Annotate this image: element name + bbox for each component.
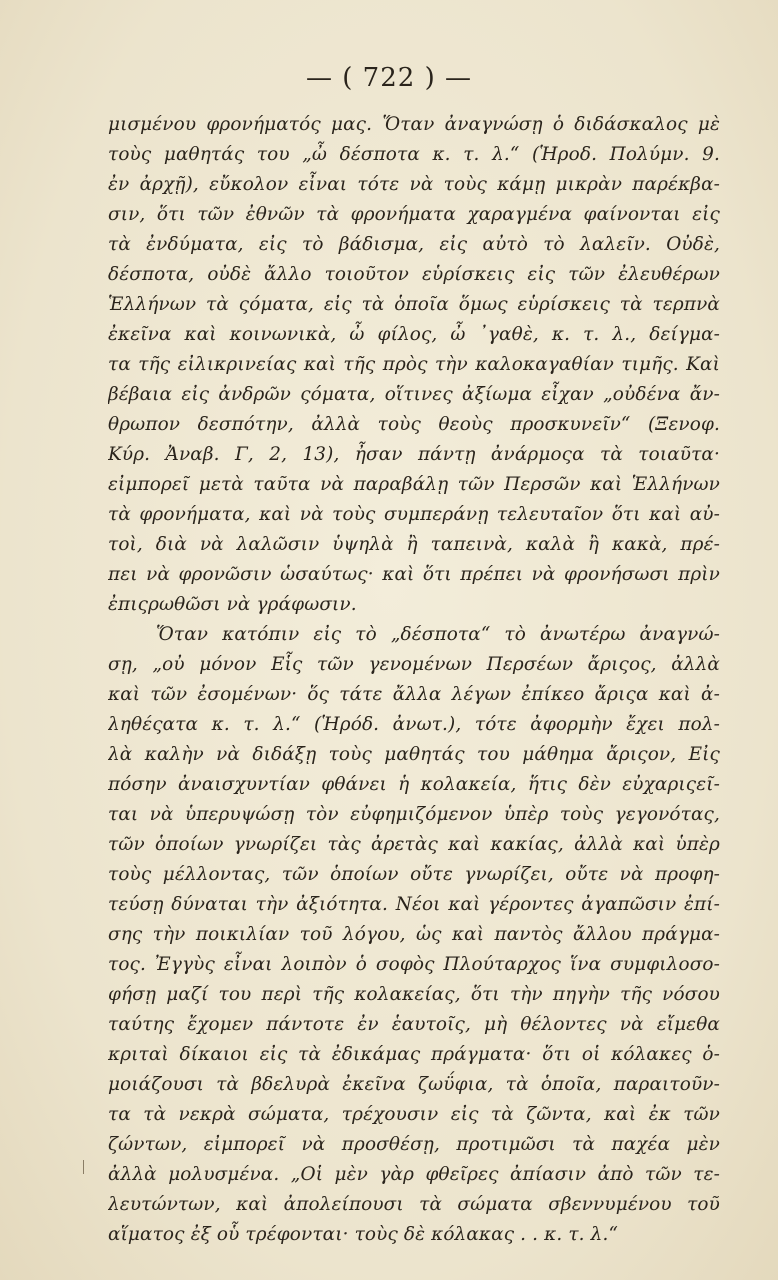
text-line: καὶ τῶν ἐσομένων· ὅς τάτε ἄλλα λέγων ἐπίκεο ἄριςα καὶ ἀ- [108,684,720,705]
text-line: αἵματος ἐξ οὗ τρέφονται· τοὺς δὲ κόλακας . . κ. τ. λ.“ [108,1224,619,1245]
text-line: σης τὴν ποικιλίαν τοῦ λόγου, ὡς καὶ παντὸς ἄλλου πράγμα- [108,924,720,945]
text-line: δέσποτα, οὐδὲ ἄλλο τοιοῦτον εὑρίσκεις εἰς τῶν ἐλευθέρων [108,264,720,285]
text-line: κριταὶ δίκαιοι εἰς τὰ ἐδικάμας πράγματα· ὅτι οἱ κόλακες ὁ- [108,1044,720,1065]
text-line: μισμένου φρονήματός μας. Ὅταν ἀναγνώσῃ ὁ διδάσκαλος μὲ [108,114,720,135]
text-line: τεύσῃ δύναται τὴν ἀξιότητα. Νέοι καὶ γέροντες ἀγαπῶσιν ἐπί- [108,894,720,915]
text-line: Κύρ. Ἀναβ. Γ, 2, 13), ἦσαν πάντῃ ἀνάρμοςα τὰ τοιαῦτα· [108,444,720,465]
margin-mark [83,1160,84,1174]
text-line: τος. Ἐγγὺς εἶναι λοιπὸν ὁ σοφὸς Πλούταρχος ἵνα συμφιλοσο- [108,954,720,975]
text-line: μοιάζουσι τὰ βδελυρὰ ἐκεῖνα ζωΰφια, τὰ ὁποῖα, παραιτοῦν- [108,1074,720,1095]
text-line: ζώντων, εἰμπορεῖ νὰ προσθέσῃ, προτιμῶσι τὰ παχέα μὲν [108,1134,720,1155]
text-line: σῃ, „οὐ μόνον Εἷς τῶν γενομένων Περσέων ἄριςος, ἀλλὰ [108,654,720,675]
text-line: ληθέςατα κ. τ. λ.“ (Ἡρόδ. ἀνωτ.), τότε ἀφορμὴν ἔχει πολ- [108,714,720,735]
text-line: Ἑλλήνων τὰ ςόματα, εἰς τὰ ὁποῖα ὅμως εὑρίσκεις τὰ τερπνὰ [108,294,720,315]
text-line: βέβαια εἰς ἀνδρῶν ςόματα, οἵτινες ἀξίωμα εἶχαν „οὐδένα ἄν- [108,384,720,405]
text-line: ταύτης ἔχομεν πάντοτε ἐν ἑαυτοῖς, μὴ θέλοντες νὰ εἴμεθα [108,1014,720,1035]
text-line: τοὺς μαθητάς του „ὦ δέσποτα κ. τ. λ.“ (Ἡροδ. Πολύμν. 9. [108,144,720,165]
text-line: τα τὰ νεκρὰ σώματα, τρέχουσιν εἰς τὰ ζῶντα, καὶ ἐκ τῶν [108,1104,720,1125]
text-line: φήσῃ μαζί του περὶ τῆς κολακείας, ὅτι τὴν πηγὴν τῆς νόσου [108,984,720,1005]
text-line: Ὅταν κατόπιν εἰς τὸ „δέσποτα“ τὸ ἀνωτέρω ἀναγνώ- [156,624,720,645]
text-line: σιν, ὅτι τῶν ἐθνῶν τὰ φρονήματα χαραγμένα φαίνονται εἰς [108,204,720,225]
text-line: ἐπιςρωθῶσι νὰ γράφωσιν. [108,594,357,615]
text-line: πει νὰ φρονῶσιν ὡσαύτως· καὶ ὅτι πρέπει νὰ φρονήσωσι πρὶν [108,564,720,585]
text-line: ἀλλὰ μολυσμένα. „Οἱ μὲν γὰρ φθεῖρες ἀπίασιν ἀπὸ τῶν τε- [108,1164,720,1185]
text-line: τὰ ἐνδύματα, εἰς τὸ βάδισμα, εἰς αὐτὸ τὸ λαλεῖν. Οὐδὲ, [108,234,720,255]
text-line: εἰμπορεῖ μετὰ ταῦτα νὰ παραβάλῃ τῶν Περσῶν καὶ Ἑλλήνων [108,474,720,495]
text-line: θρωπον δεσπότην, ἀλλὰ τοὺς θεοὺς προσκυνεῖν“ (Ξενοφ. [108,414,720,435]
text-line: ται νὰ ὑπερυψώσῃ τὸν εὐφημιζόμενον ὑπὲρ τοὺς γεγονότας, [108,804,720,825]
text-line: τοὺς μέλλοντας, τῶν ὁποίων οὔτε γνωρίζει, οὔτε νὰ προφη- [108,864,720,885]
text-line: τοὶ, διὰ νὰ λαλῶσιν ὑψηλὰ ἢ ταπεινὰ, καλὰ ἢ κακὰ, πρέ- [108,534,720,555]
text-line: τα τῆς εἰλικρινείας καὶ τῆς πρὸς τὴν καλοκαγαθίαν τιμῆς. Καὶ [108,354,720,375]
text-line: ἐκεῖνα καὶ κοινωνικὰ, ὦ φίλος, ὦ ᾽γαθὲ, κ. τ. λ., δείγμα- [108,324,720,345]
text-line: ἐν ἀρχῇ), εὔκολον εἶναι τότε νὰ τοὺς κάμῃ μικρὰν παρέκβα- [108,174,720,195]
text-line: λὰ καλὴν νὰ διδάξῃ τοὺς μαθητάς του μάθημα ἄριςον, Εἰς [108,744,720,765]
text-line: λευτώντων, καὶ ἀπολείπουσι τὰ σώματα σβεννυμένου τοῦ [108,1194,720,1215]
text-line: πόσην ἀναισχυντίαν φθάνει ἡ κολακεία, ἥτις δὲν εὐχαριςεῖ- [108,774,720,795]
text-line: τὰ φρονήματα, καὶ νὰ τοὺς συμπεράνῃ τελευταῖον ὅτι καὶ αὐ- [108,504,720,525]
text-line: τῶν ὁποίων γνωρίζει τὰς ἀρετὰς καὶ κακίας, ἀλλὰ καὶ ὑπὲρ [108,834,720,855]
page-number-header: — ( 722 ) — [306,63,472,93]
